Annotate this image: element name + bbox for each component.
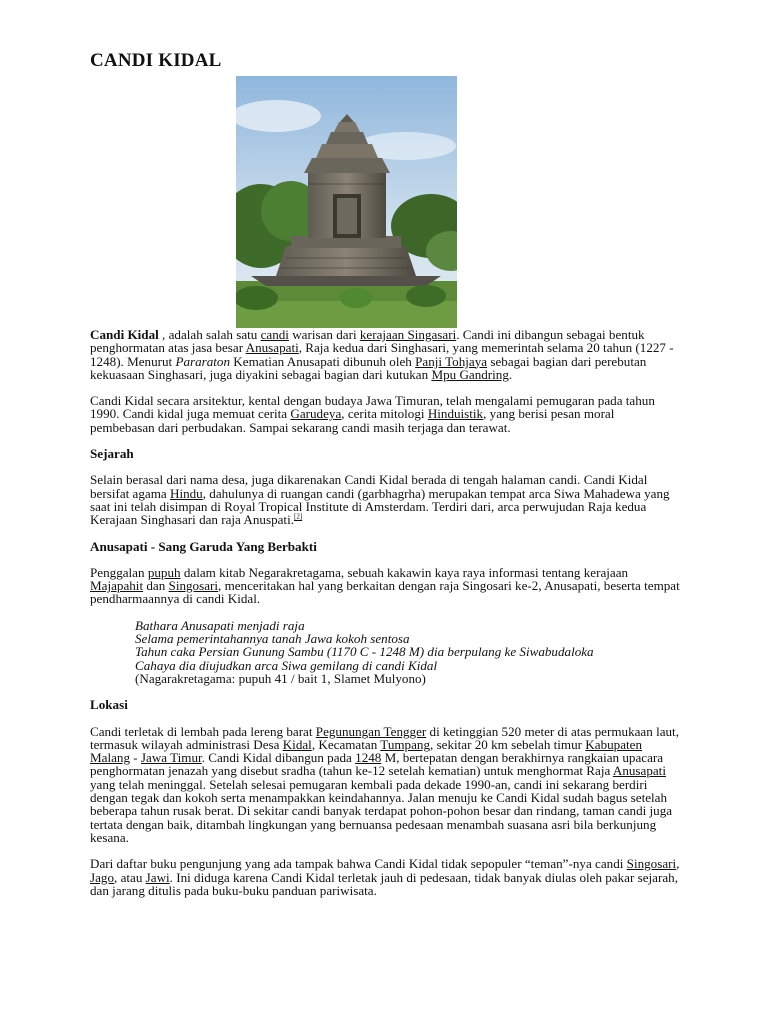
link-1248[interactable]: 1248 [355,750,382,766]
text-span: Dari daftar buku pengunjung yang ada tampak bahwa Candi Kidal tidak sepopuler “teman”-nya candi [90,856,627,872]
text-span: dan [143,578,169,594]
text-span: , adalah salah satu [158,327,261,342]
link-pupuh[interactable]: pupuh [147,564,181,580]
link-jawi[interactable]: Jawi [145,869,170,885]
lokasi-paragraph [90,725,682,845]
architecture-paragraph [90,394,682,434]
link-anusapati[interactable]: Anusapati [245,340,299,356]
text-span: M, bertepatan dengan berakhirnya rangkaian upacara penghormatan jenazah yang disebut sradha (tahun ke-12 setelah kematian) untuk menghormat Raja [90,750,664,779]
link-panji-tohjaya[interactable]: Panji Tohjaya [415,353,488,369]
link-majapahit[interactable]: Majapahit [90,578,144,594]
link-anusapati-2[interactable]: Anusapati [612,763,666,779]
text-span: di ketinggian 520 meter di atas permukaan laut, termasuk wilayah administrasi Desa [90,723,679,752]
article-body [90,328,682,897]
text-span: sebagai bagian dari perebutan kekuasaan Singhasari, juga diyakini sebagai bagian dari kutukan [90,353,647,382]
link-kabupaten-malang[interactable]: Kabupaten Malang [90,736,643,766]
link-garudeya[interactable]: Garudeya [290,406,342,422]
text-span: Kematian Anusapati dibunuh oleh [230,353,416,369]
text-span: , [676,856,680,872]
text-span: Candi terletak di lembah pada lereng barat [90,723,316,739]
document-header [90,50,682,72]
text-span: . Candi Kidal dibangun pada [201,750,356,766]
link-candi[interactable]: candi [260,327,289,342]
text-span: Selain berasal dari nama desa, juga dikarenakan Candi Kidal berada di tengah halaman candi. Candi Kidal bersifat agama [90,472,648,501]
verse-citation: (Nagarakretagama: pupuh 41 / bait 1, Slamet Mulyono) [135,670,426,686]
verse-line: Bathara Anusapati menjadi raja [135,617,305,633]
heading-lokasi: Lokasi [90,697,128,713]
link-singosari-2[interactable]: Singosari [626,856,677,872]
link-kidal[interactable]: Kidal [282,736,312,752]
text-span: yang telah meninggal. Setelah selesai pemugaran kembali pada dekade 1990-an, candi ini sekarang berdiri dengan tegak dan kokoh serta menampakkan keindahannya. Jalan menuju ke Candi Kidal sudah bagus setelah beberapa tahun rusak berat. Di sekitar candi banyak terdapat pohon-pohon besar dan rindang, taman candi juga tertata dengan baik, ditambah lingkungan yang bernuansa pedesaan menambah suasana asri bila berkunjung kesana. [90,776,673,845]
text-span: warisan dari [288,327,360,342]
text-span: dalam kitab Negarakretagama, sebuah kakawin kaya raya informasi tentang kerajaan [180,564,629,580]
link-pegunungan-tengger[interactable]: Pegunungan Tengger [315,723,427,739]
intro-paragraph [90,328,682,381]
text-span: , Kecamatan [311,736,381,752]
link-jago[interactable]: Jago [90,869,115,885]
text-span: . Candi ini dibangun sebagai bentuk penghormatan atas jasa besar [90,327,645,356]
sejarah-paragraph [90,473,682,526]
intro-bold-term: Candi Kidal [90,327,159,342]
footnote-link[interactable]: [2] [293,512,303,521]
heading-anusapati: Anusapati - Sang Garuda Yang Berbakti [90,538,317,554]
link-hindu[interactable]: Hindu [169,485,203,501]
link-jawa-timur[interactable]: Jawa Timur [140,750,202,766]
text-span: , sekitar 20 km sebelah timur [430,736,586,752]
verse-line: Selama pemerintahannya tanah Jawa kokoh sentosa [135,631,410,647]
text-span: , atau [114,869,146,885]
italic-pararaton: Pararaton [175,353,231,369]
text-span: , yang berisi pesan moral pembebasan dari perbudakan. Sampai sekarang candi masih terjaga dan terawat. [90,406,615,435]
temple-photo [236,76,457,328]
text-span: , menceritakan hal yang berkaitan dengan raja Singosari ke-2, Anusapati, beserta tempat pendharmaannya di candi Kidal. [90,578,680,607]
verse-quote [135,619,682,685]
link-mpu-gandring[interactable]: Mpu Gandring [431,366,509,382]
text-span: - [130,750,141,766]
text-span: Candi Kidal secara arsitektur, kental dengan budaya Jawa Timuran, telah mengalami pemugaran pada tahun 1990. Candi kidal juga memuat cerita [90,393,655,422]
link-tumpang[interactable]: Tumpang [380,736,431,752]
anusapati-paragraph [90,566,682,606]
heading-sejarah: Sejarah [90,446,134,462]
verse-line: Cahaya dia diujudkan arca Siwa gemilang di candi Kidal [135,657,438,673]
text-span: , dahulunya di ruangan candi (garbhagrha) merupakan tempat arca Siwa Mahadewa yang saat ini telah disimpan di Royal Tropical Institute di Amsterdam. Terdiri dari, arca perwujudan Raja kedua Kerajaan Singhasari dan raja Anuspati. [90,485,670,528]
link-singosari[interactable]: Singosari [168,578,219,594]
verse-line: Tahun caka Persian Gunung Sambu (1170 C - 1248 M) dia berpulang ke Siwabudaloka [135,644,594,660]
page-title: CANDI KIDAL [90,50,222,71]
text-span: . Ini diduga karena Candi Kidal terletak jauh di pedesaan, tidak banyak diulas oleh pakar sejarah, dan jarang ditulis pada buku-buku panduan pariwisata. [90,869,678,898]
text-span: Penggalan [90,564,148,580]
text-span: , cerita mitologi [341,406,428,422]
link-hinduistik[interactable]: Hinduistik [427,406,484,422]
text-span: , Raja kedua dari Singhasari, yang memerintah selama 20 tahun (1227 - 1248). Menurut [90,340,674,369]
popularity-paragraph [90,857,682,897]
text-span: . [508,366,513,382]
link-kerajaan-singasari[interactable]: kerajaan Singasari [359,327,457,342]
